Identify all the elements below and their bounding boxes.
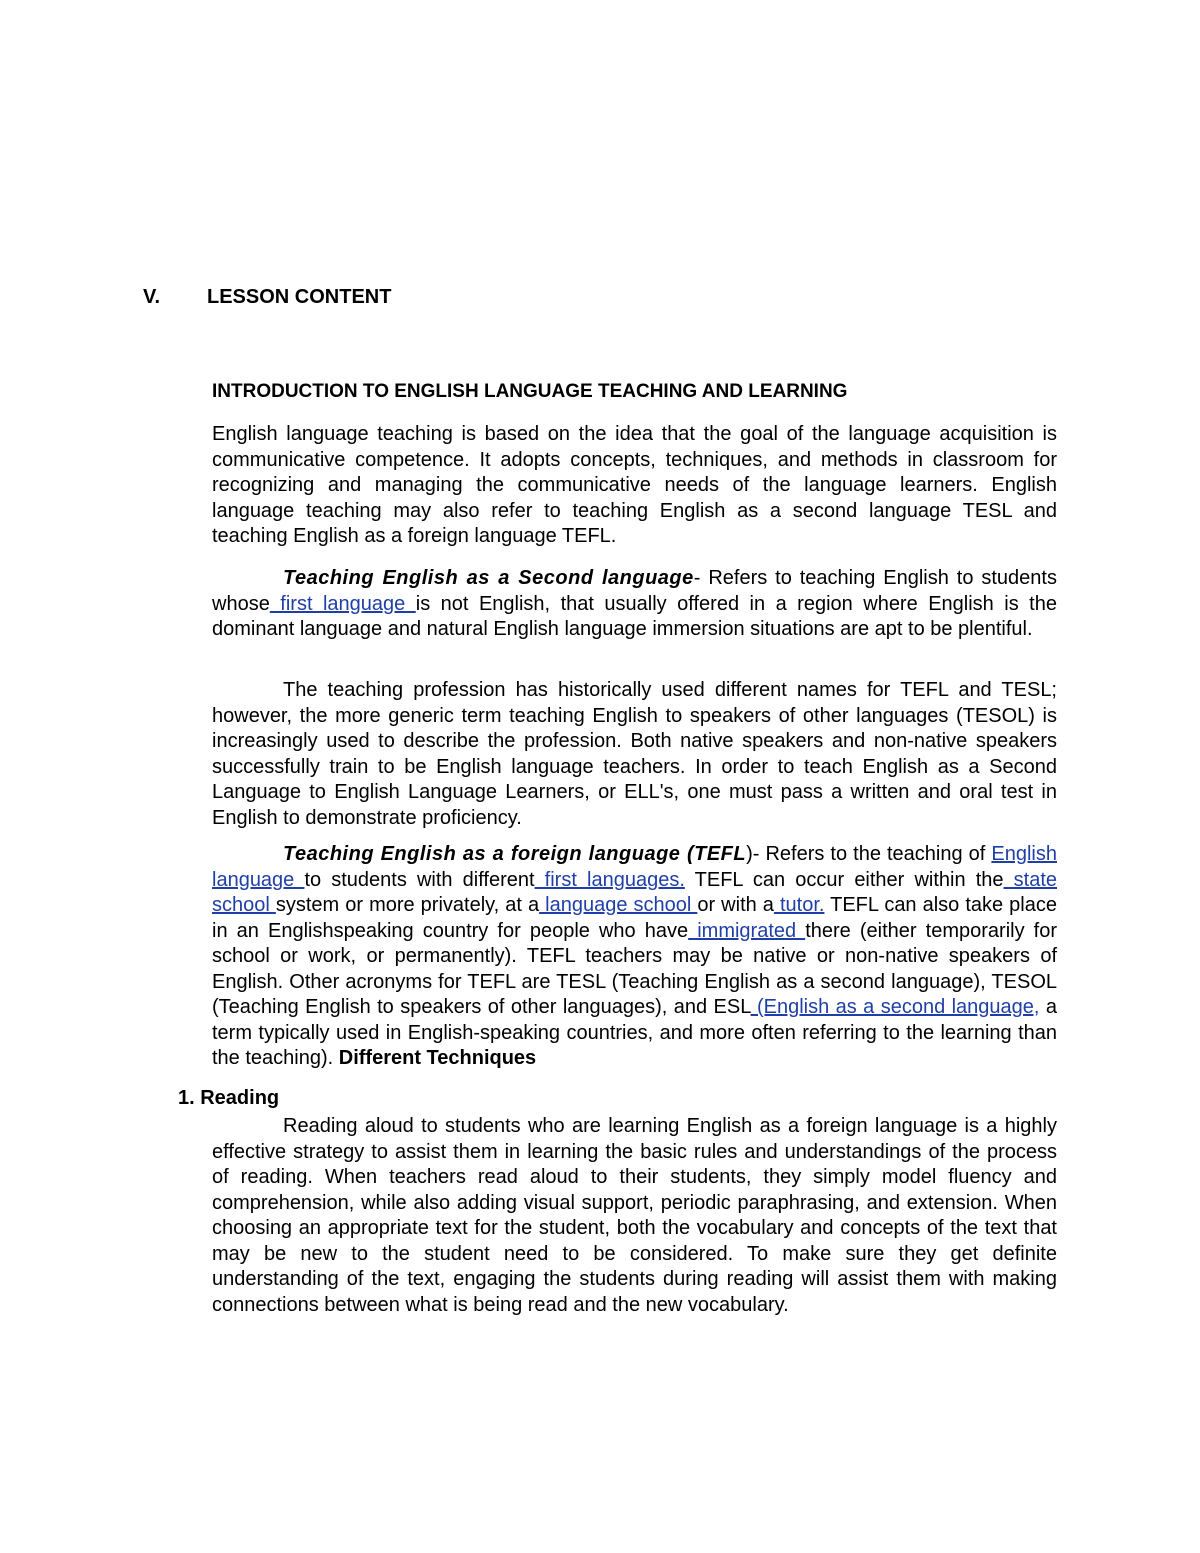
- language-school-link[interactable]: language school: [539, 894, 698, 916]
- tutor-link[interactable]: tutor.: [773, 894, 825, 916]
- reading-paragraph: Reading aloud to students who are learning English as a foreign language is a highly effective strategy to assist them in learning the basic rules and understandings of the process of reading. When teachers read aloud to their students, they simply model fluency and comprehension, while also adding visual support, periodic paraphrasing, and extension. When choosing an appropriate text for the student, both the vocabulary and concepts of the text that may be new to the student need to be considered. To make sure they get definite understanding of the text, engaging the students during reading will assist them with making connections between what is being read and the new vocabulary.: [212, 1115, 1057, 1316]
- section-title: LESSON CONTENT: [207, 286, 392, 308]
- english-language-link[interactable]: English language: [212, 843, 1057, 891]
- tesl-text-2: is not English, that usually offered in a region where English is the dominant language and natural English language immersion situations are apt to be plentiful.: [212, 592, 1057, 640]
- state-school-link[interactable]: state school: [212, 868, 1057, 916]
- tefl-text-7: a term typically used in English-speaking countries, and more often referring to the learning than the teaching).: [212, 996, 1057, 1069]
- tesl-paragraph: [212, 566, 1057, 643]
- tefl-text-0: )- Refers to the teaching of: [746, 843, 986, 865]
- first-language-link[interactable]: first language: [269, 592, 416, 615]
- tefl-text-4: or with a: [697, 894, 774, 916]
- tefl-text-6: there (either temporarily for school or work, or permanently). TEFL teachers may be native or non-native speakers of English. Other acronyms for TEFL are TESL (Teaching English as a second language), TESOL (Teaching English to speakers of other languages), and ESL: [212, 919, 1058, 1018]
- tefl-text-5: TEFL can also take place in an Englishspeaking country for people who have: [212, 894, 1057, 942]
- esl-link[interactable]: (English as a second language,: [750, 996, 1040, 1018]
- tesol-paragraph: The teaching profession has historically used different names for TEFL and TESL; however, the more generic term teaching English to speakers of other languages (TESOL) is increasingly used to describe the profession. Both native speakers and non-native speakers successfully train to be English language teachers. In order to teach English as a Second Language to English Language Learners, or ELL's, one must pass a written and oral test in English to demonstrate proficiency.: [212, 679, 1057, 829]
- reading-heading: 1. Reading: [178, 1087, 280, 1109]
- different-techniques-heading: Different Techniques: [338, 1047, 537, 1069]
- tefl-text-1: to students with different: [304, 868, 535, 891]
- immigrated-link[interactable]: immigrated: [688, 919, 806, 942]
- tefl-term: Teaching English as a foreign language (TEFL: [283, 843, 747, 865]
- section-number: V.: [143, 286, 161, 308]
- first-languages-link[interactable]: first languages.: [534, 868, 685, 891]
- tesl-term: Teaching English as a Second language: [283, 567, 694, 589]
- tefl-text-3: system or more privately, at a: [275, 894, 540, 916]
- intro-heading: INTRODUCTION TO ENGLISH LANGUAGE TEACHING AND LEARNING: [212, 381, 848, 402]
- tefl-text-2: TEFL can occur either within the: [684, 868, 1004, 891]
- tesl-text-1: - Refers to teaching English to students whose: [212, 567, 1057, 615]
- tefl-paragraph: [212, 842, 1057, 1072]
- intro-paragraph: English language teaching is based on the idea that the goal of the language acquisition is communicative competence. It adopts concepts, techniques, and methods in classroom for recognizing and managing the communicative needs of the language learners. English language teaching may also refer to teaching English as a second language TESL and teaching English as a foreign language TEFL.: [212, 423, 1057, 547]
